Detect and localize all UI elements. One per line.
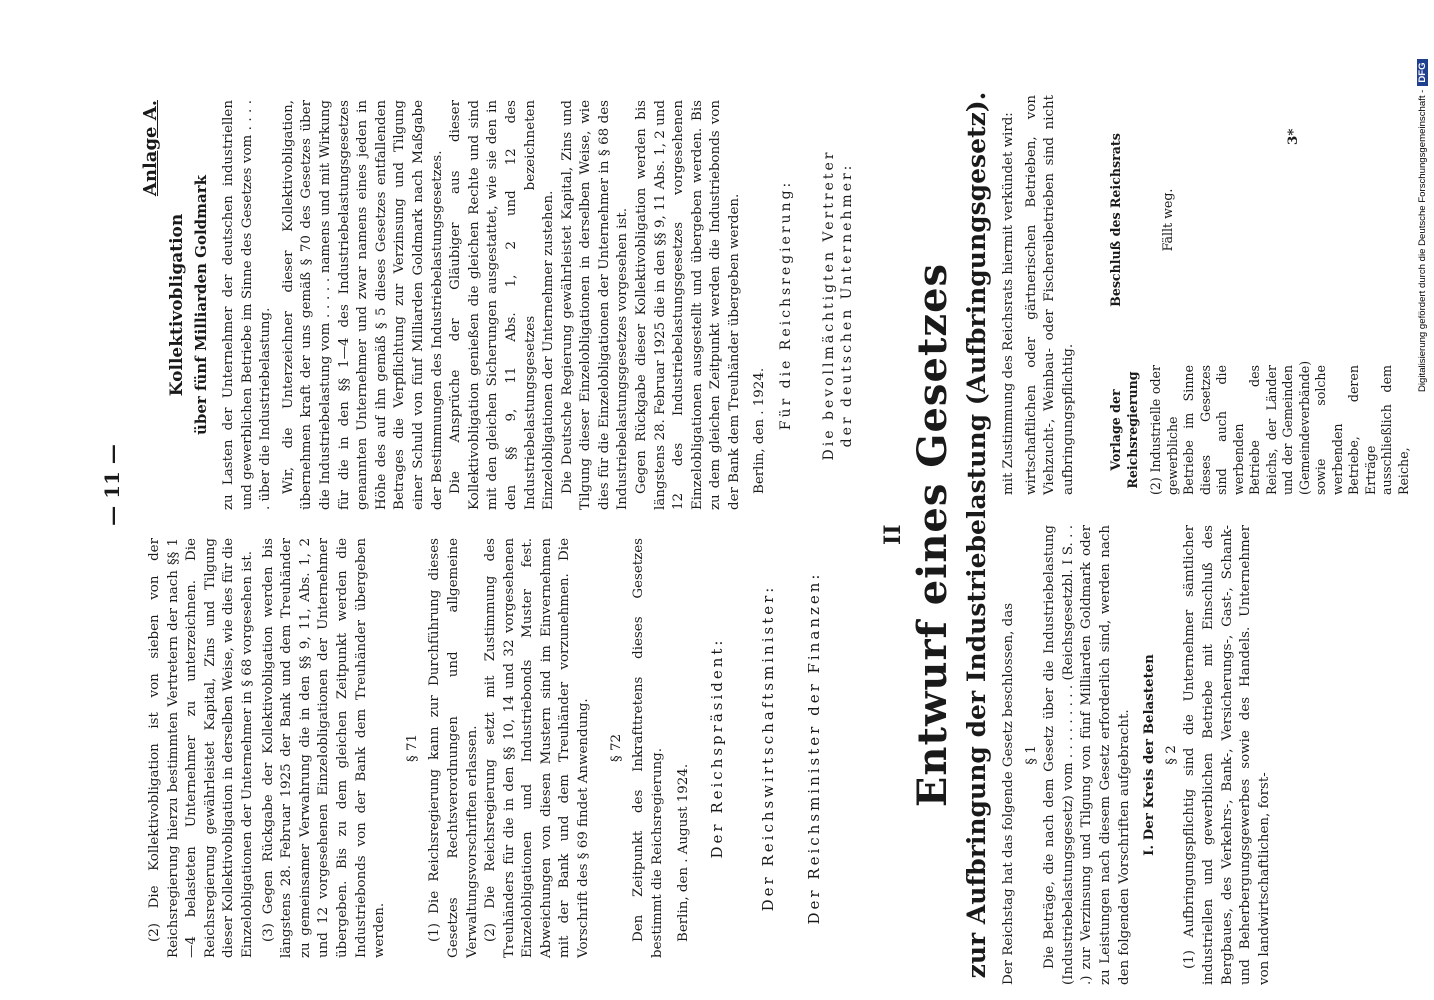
signature-finanzminister: Der Reichsminister der Finanzen:	[805, 571, 824, 925]
signature-mark: 3*	[1285, 128, 1301, 145]
entwurf-right-block	[1000, 95, 1411, 515]
section-2: § 2	[1163, 745, 1179, 765]
sec-71-p1: (1) Die Reichsregierung kann zur Durchführung dieses Gesetzes Rechtsverordnungen und allgemeine Verwaltungsvorschriften erlassen.	[427, 538, 480, 958]
left-column	[146, 538, 824, 958]
left-text-block	[108, 538, 868, 978]
entwurf-subtitle: zur Aufbringung der Industriebelastung (Aufbringungsgesetz).	[962, 91, 991, 979]
para-2: (2) Die Kollektivobligation ist von sieben von der Reichsregierung hierzu bestimmten Vertretern der nach §§ 1—4 belasteten Unternehmer zu unterzeichnen. Die Reichsregierung gewährleistet Kapital, Zins und Tilgung dieser Kollektivobligation in derselben Weise, wie dies für die Einzelobligationen der Unternehmer in § 68 vorgesehen ist.	[147, 538, 255, 958]
anlage-sig-vertreter: Die bevollmächtigten Vertreter	[820, 149, 837, 461]
anlage-a-block	[140, 90, 856, 530]
anlage-p3: Die Deutsche Regierung gewährleistet Kapital, Zins und Tilgung dieser Einzelobligationen in derselben Weise, wie dies für die Einzelobligationen der Unternehmer in § 68 des Industriebelastungsgesetzes vorgesehen ist.	[559, 100, 631, 510]
anlage-p1: Wir, die Unterzeichner dieser Kollektivobligation, übernehmen kraft der uns gemäß § 70 des Gesetzes über die Industriebelastung vom . . . . . namens und mit Wirkung für die in den §§ 1—4 des Industriebelastungsgesetzes genannten Unternehmer und zwar namens eines jeden in Höhe des auf ihn gemäß § 5 dieses Gesetzes entfallenden Betrages die Verpflichtung zur Verzinsung und Tilgung einer Schuld von fünf Milliarden Goldmark nach Maßgabe der Bestimmungen des Industriebelastungsgesetzes.	[280, 100, 445, 510]
date-line: Berlin, den . August 1924.	[676, 763, 692, 942]
beschluss-heading: Beschluß des Reichsrats	[1108, 133, 1123, 307]
anlage-column	[220, 100, 857, 510]
sec-72-p: Den Zeitpunkt des Inkrafttretens dieses Gesetzes bestimmt die Reichsregierung.	[631, 538, 665, 958]
sec-1-p: Die Beträge, die nach dem Gesetz über die Industriebelastung (Industriebelastungsgesetz) vom . . . . . . . . . (Reichsgesetzbl. I S. . . .) zur Verzinsung und Tilgung von fünf Milliarden Goldmark oder zu Leistungen nach diesem Gesetz erforderlich sind, werden nach den folgenden Vorschriften aufgebracht.	[1042, 525, 1132, 985]
anlage-p4: Gegen Rückgabe dieser Kollektivobligation werden bis längstens 28. Februar 1925 die in den §§ 9, 11 Abs. 1, 2 und 12 des Industriebelastungsgesetzes vorgesehenen Einzelobligationen ausgestellt und übergeben werden. Bis zu dem gleichen Zeitpunkt werden die Industriebonds von der Bank dem Treuhänder übergeben werden.	[634, 100, 743, 510]
anlage-title: Kollektivobligation	[167, 213, 187, 397]
part-1-heading: I. Der Kreis der Belasteten	[1141, 654, 1158, 856]
section-1: § 1	[1023, 745, 1039, 765]
vorlage-heading: Vorlage der Reichsregierung	[1108, 371, 1140, 489]
preamble-b: mit Zustimmung des Reichsrats hiermit verkündet wird:	[1001, 112, 1016, 495]
anlage-p2: Die Ansprüche der Gläubiger aus dieser Kollektivobligation genießen die gleichen Rechte und sind mit den gleichen Sicherungen ausgestattet, wie sie den in den §§ 9, 11 Abs. 1, 2 und 12 des Industriebelastungsgesetzes bezeichneten Einzelobligationen der Unternehmer zustehen.	[448, 100, 557, 510]
roman-numeral: II	[880, 524, 906, 545]
anlage-sig-regierung: Für die Reichsregierung:	[778, 179, 795, 431]
sec-71-p2: (2) Die Reichsregierung setzt mit Zustimmung des Treuhänders für die in den §§ 10, 14 und 32 vorgesehenen Einzelobligationen und Industriebonds Muster fest. Abweichungen von diesen Mustern sind im Einvernehmen mit der Bank und dem Treuhänder vorzunehmen. Die Vorschrift des § 69 findet Anwendung.	[483, 538, 592, 958]
preamble-a: Der Reichstag hat das folgende Gesetz beschlossen, das	[1001, 602, 1016, 985]
section-71: § 71	[404, 734, 420, 762]
signature-praesident: Der Reichspräsident:	[708, 637, 727, 859]
signature-wirtschaftsminister: Der Reichswirtschaftsminister:	[758, 584, 777, 912]
sec-2-p: (1) Aufbringungspflichtig sind die Unternehmer sämtlicher industriellen und gewerblichen Betriebe mit Einschluß des Bergbaues, des Verkehrs-, Bank-, Versicherungs-, Gast-, Schank- und Beherbergungsgewerbes sowie des Handels. Unternehmer von landwirtschaftlichen, forst-	[1182, 525, 1272, 985]
anlage-intro: zu Lasten der Unternehmer der deutschen industriellen und gewerblichen Betriebe im Sinne des Gesetzes vom . . . . . über die Industriebelastung.	[221, 100, 274, 510]
anlage-sig-unternehmer: der deutschen Unternehmer:	[839, 162, 856, 448]
entwurf-title: Entwurf eines Gesetzes	[909, 262, 956, 808]
stamp-text: Digitalisierung gefördert durch die Deutsche Forschungsgemeinschaft -DFG	[1417, 59, 1428, 392]
anlage-date: Berlin, den . 1924.	[751, 367, 767, 494]
entwurf-right-column	[1000, 95, 1078, 495]
para-3: (3) Gegen Rückgabe der Kollektivobligation werden bis längstens 28. Februar 1925 der Bank und dem Treuhänder zu gemeinsamer Verwahrung die in den §§ 9, 11, Abs. 1, 2 und 12 vorgesehenen Einzelobligationen der Unternehmer übergeben. Bis zu dem gleichen Zeitpunkt werden die Industriebonds von der Bank dem Treuhänder übergeben werden.	[260, 538, 388, 958]
entwurf-left-column	[1000, 525, 1274, 985]
page-number: — 11 —	[100, 444, 124, 526]
entwurf-heading	[880, 85, 1000, 985]
section-72: § 72	[608, 734, 624, 762]
vorlage-text: (2) Industrielle oder gewerbliche Betriebe im Sinne dieses Gesetzes sind auch die werbenden Betriebe des Reichs, der Länder und der Gemeinden (Gemeindeverbände) sowie solche werbenden Betriebe, deren Erträge ausschließlich dem Reiche,	[1148, 360, 1411, 495]
anlage-label: Anlage A.	[140, 100, 161, 197]
cont-text: wirtschaftlichen oder gärtnerischen Betrieben, von Viehzucht-, Weinbau- oder Fischereibetrieben sind nicht aufbringungspflichtig.	[1023, 95, 1076, 495]
beschluss-text: Fällt weg.	[1160, 188, 1175, 252]
entwurf-left-block	[1000, 515, 1280, 985]
digitization-stamp	[1413, 8, 1433, 992]
anlage-subtitle: über fünf Milliarden Goldmark	[192, 174, 210, 436]
dfg-logo: DFG	[1417, 59, 1428, 85]
